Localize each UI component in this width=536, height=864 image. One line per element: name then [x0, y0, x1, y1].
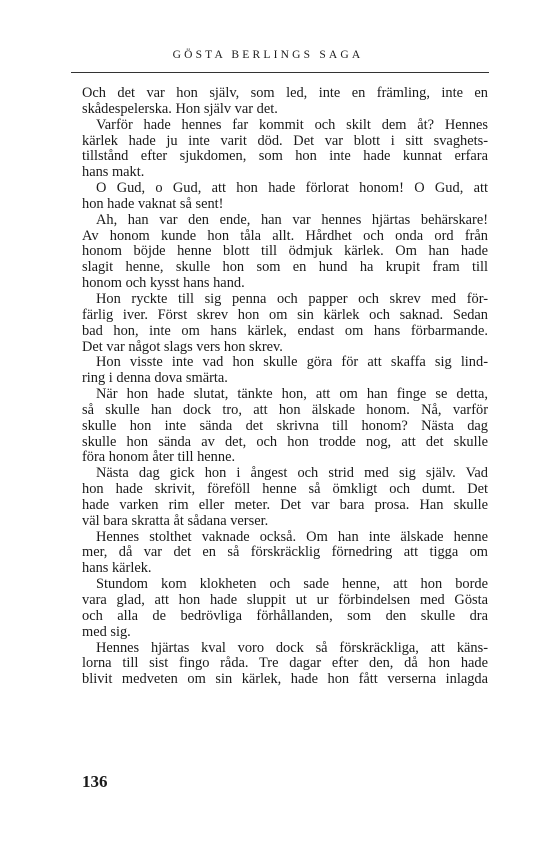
text-line: hon hade skrivit, föreföll henne så ömkligt och dumt. Det [82, 481, 488, 498]
text-line: När hon hade slutat, tänkte hon, att om han finge se detta, [96, 386, 488, 403]
text-line: med sig. [82, 623, 131, 640]
text-line: Av honom kunde hon tåla allt. Hårdhet och onda ord från [82, 227, 488, 244]
paragraph [82, 181, 488, 213]
paragraph [82, 213, 488, 292]
text-line: skådespelerska. Hon själv var det. [82, 100, 278, 117]
text-line: Varför hade hennes far kommit och skilt dem åt? Hennes [96, 116, 488, 133]
text-line: vara glad, att hon hade sluppit ut ur förbindelsen med Gösta [82, 592, 488, 608]
text-line: tillstånd efter sjukdomen, som hon inte hade kunnat erfara [82, 148, 488, 165]
text-line: Stundom kom klokheten och sade henne, att hon borde [96, 576, 488, 593]
text-line: väl bara skratta åt sådana verser. [82, 512, 269, 529]
paragraph [82, 292, 488, 355]
header-rule [71, 72, 489, 73]
text-line: skulle hon inte sända det skrivna till honom? Nästa dag [82, 417, 488, 434]
text-line: mer, då var det en så förskräcklig förnedring att tigga om [82, 544, 488, 561]
text-line: föra honom åter till henne. [82, 449, 236, 466]
text-line: Och det var hon själv, som led, inte en främling, inte en [82, 85, 488, 101]
paragraph [82, 577, 488, 640]
text-line: skulle hon sända av det, och hon trodde nog, att det skulle [82, 433, 488, 450]
text-line: så skulle han dock tro, att hon älskade honom. Nå, varför [82, 401, 488, 418]
body-text [82, 86, 488, 688]
paragraph [82, 387, 488, 466]
text-line: hon hade vaknat så sent! [82, 195, 224, 212]
text-line: och alla de bedrövliga förhållanden, som den skulle dra [82, 607, 488, 624]
text-line: Hennes stolthet vaknade också. Om han inte älskade henne [96, 528, 488, 545]
text-line: Hon visste inte vad hon skulle göra för att skaffa sig lind- [96, 354, 488, 371]
text-line: honom och kysst hans hand. [82, 275, 245, 292]
paragraph [82, 118, 488, 181]
text-line: hans kärlek. [82, 560, 152, 577]
running-head: GÖSTA BERLINGS SAGA [172, 49, 364, 61]
text-line: ring i denna dova smärta. [82, 370, 228, 387]
text-line: O Gud, o Gud, att hon hade förlorat honom! O Gud, att [96, 180, 488, 197]
text-line: slagit henne, skulle hon som en hund ha krupit fram till [82, 259, 488, 276]
text-line: hans makt. [82, 164, 145, 181]
paragraph [82, 641, 488, 689]
text-line: blivit medveten om sin kärlek, hade hon fått verserna inlagda [82, 671, 488, 688]
text-line: lorna till sist fingo råda. Tre dagar efter den, då hon hade [82, 655, 488, 672]
paragraph [82, 466, 488, 529]
text-line: bad hon, inte om hans kärlek, endast om hans förbarmande. [82, 322, 488, 339]
paragraph [82, 86, 488, 118]
text-line: färlig iver. Först skrev hon om sin kärlek och saknad. Sedan [82, 306, 488, 323]
text-line: Nästa dag gick hon i ångest och strid med sig själv. Vad [96, 465, 488, 482]
text-line: Det var något slags vers hon skrev. [82, 338, 283, 355]
text-line: Hennes hjärtas kval voro dock så förskräckliga, att käns- [96, 639, 488, 656]
text-line: kärlek hade ju inte varit död. Det var blott i sitt svaghets- [82, 132, 488, 149]
text-line: hade varken rim eller meter. Det var bara prosa. Han skulle [82, 496, 488, 513]
paragraph [82, 355, 488, 387]
paragraph [82, 530, 488, 578]
text-line: honom böjde henne blott till ödmjuk kärlek. Om han hade [82, 243, 488, 260]
page-number: 136 [82, 772, 108, 791]
text-line: Ah, han var den ende, han var hennes hjärtas behärskare! [96, 211, 488, 228]
text-line: Hon ryckte till sig penna och papper och skrev med för- [96, 290, 488, 307]
